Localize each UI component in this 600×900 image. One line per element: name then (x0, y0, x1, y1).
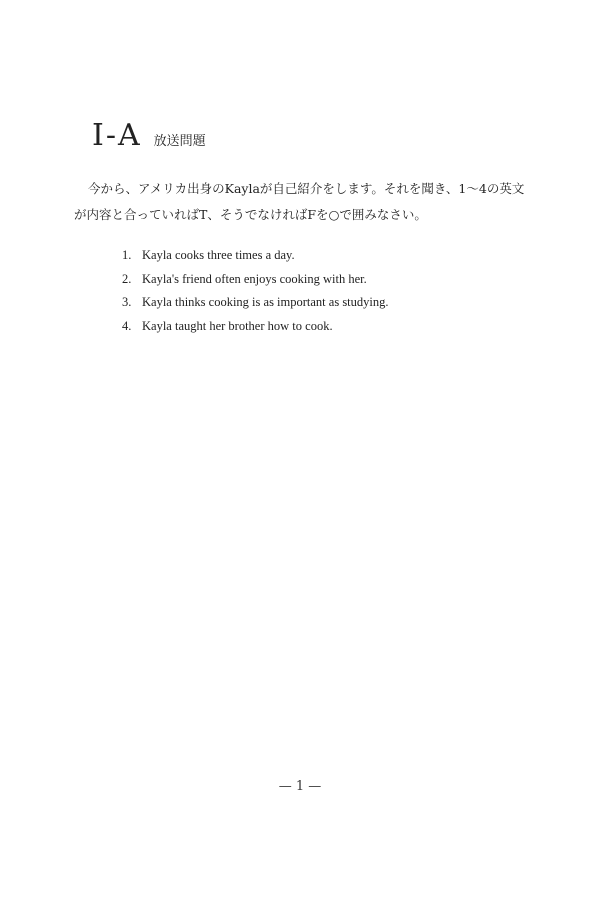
section-title: 放送問題 (153, 134, 206, 149)
question-list (122, 244, 389, 338)
question-item (122, 268, 389, 292)
question-item (122, 291, 389, 315)
question-number: 4. (122, 318, 132, 333)
question-item (122, 244, 389, 268)
question-text: Kayla thinks cooking is as important as studying. (142, 295, 389, 310)
instruction-text (74, 176, 544, 228)
question-number: 3. (122, 295, 132, 310)
question-text: Kayla taught her brother how to cook. (142, 318, 333, 333)
section-header (92, 118, 206, 153)
question-text: Kayla cooks three times a day. (142, 248, 295, 263)
question-text: Kayla's friend often enjoys cooking with her. (142, 271, 367, 286)
question-number: 1. (122, 248, 132, 263)
page-number: — 1 — (278, 779, 322, 794)
instruction-line-2: が内容と合っていればT、そうでなければFを○で囲みなさい。 (74, 207, 427, 222)
question-item (122, 315, 389, 339)
instruction-line-1: 今から、アメリカ出身のKaylaが自己紹介をします。それを聞き、1～4の英文 (88, 181, 525, 196)
question-number: 2. (122, 271, 132, 286)
section-code: I-A (92, 118, 142, 153)
